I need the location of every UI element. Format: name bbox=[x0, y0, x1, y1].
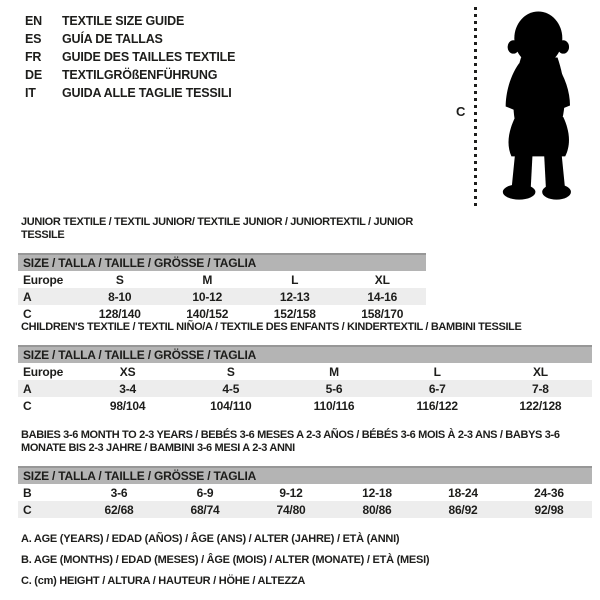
age-cell: 4-5 bbox=[222, 381, 240, 396]
age-cell: 10-12 bbox=[192, 289, 223, 304]
table-row-b bbox=[18, 484, 592, 501]
row-label: B bbox=[23, 485, 32, 500]
age-cell: 9-12 bbox=[279, 485, 303, 500]
height-cell: 68/74 bbox=[190, 502, 220, 517]
height-figure bbox=[450, 0, 600, 215]
height-cell: 80/86 bbox=[362, 502, 392, 517]
lang-row-it bbox=[25, 84, 235, 102]
age-cell: 12-13 bbox=[279, 289, 310, 304]
lang-code: ES bbox=[25, 32, 42, 46]
row-label: Europe bbox=[23, 272, 64, 287]
height-cell: 122/128 bbox=[519, 398, 562, 413]
lang-row-de bbox=[25, 66, 235, 84]
footnote-c: C. (cm) HEIGHT / ALTURA / HAUTEUR / HÖHE / ALTEZZA bbox=[21, 575, 306, 587]
height-dotted-line bbox=[474, 7, 477, 208]
height-cell: 110/116 bbox=[313, 398, 355, 413]
size-header-band: SIZE / TALLA / TAILLE / GRÖSSE / TAGLIA bbox=[18, 253, 426, 271]
size-cell: L bbox=[433, 364, 441, 379]
size-header-band: SIZE / TALLA / TAILLE / GRÖSSE / TAGLIA bbox=[18, 345, 592, 363]
row-label: Europe bbox=[23, 364, 64, 379]
age-cell: 3-6 bbox=[110, 485, 128, 500]
lang-code: FR bbox=[25, 50, 42, 64]
row-label: A bbox=[23, 289, 32, 304]
age-cell: 12-18 bbox=[362, 485, 392, 500]
lang-row-es bbox=[25, 30, 235, 48]
table-row-europe bbox=[18, 271, 426, 288]
height-cell: 74/80 bbox=[276, 502, 306, 517]
table-row-a bbox=[18, 380, 592, 397]
age-cell: 18-24 bbox=[448, 485, 478, 500]
height-cell: 116/122 bbox=[416, 398, 458, 413]
size-header-band: SIZE / TALLA / TAILLE / GRÖSSE / TAGLIA bbox=[18, 466, 592, 484]
table-babies-textile bbox=[18, 429, 592, 518]
age-cell: 6-7 bbox=[428, 381, 446, 396]
table-row-c bbox=[18, 397, 592, 414]
table-row-c bbox=[18, 305, 426, 322]
lang-label: GUIDA ALLE TAGLIE TESSILI bbox=[62, 86, 232, 100]
table-row-a bbox=[18, 288, 426, 305]
table-row-europe bbox=[18, 363, 592, 380]
size-cell: S bbox=[226, 364, 235, 379]
height-cell: 98/104 bbox=[109, 398, 146, 413]
footnote-b: B. AGE (MONTHS) / EDAD (MESES) / ÂGE (MOIS) / ALTER (MONATE) / ETÀ (MESI) bbox=[21, 554, 430, 566]
footnote-a: A. AGE (YEARS) / EDAD (AÑOS) / ÂGE (ANS) / ALTER (JAHRE) / ETÀ (ANNI) bbox=[21, 533, 400, 545]
legend-footnotes bbox=[21, 533, 429, 596]
row-label: A bbox=[23, 381, 32, 396]
height-cell: 86/92 bbox=[448, 502, 478, 517]
lang-row-en bbox=[25, 12, 235, 30]
age-cell: 14-16 bbox=[367, 289, 398, 304]
height-cell: 152/158 bbox=[273, 306, 316, 321]
table-children-textile bbox=[18, 321, 592, 414]
size-cell: XL bbox=[532, 364, 548, 379]
lang-code: DE bbox=[25, 68, 42, 82]
language-title-list bbox=[25, 12, 235, 102]
age-cell: 7-8 bbox=[532, 381, 549, 396]
table-title: CHILDREN'S TEXTILE / TEXTIL NIÑO/A / TEXTILE DES ENFANTS / KINDERTEXTIL / BAMBINI TESSILE bbox=[21, 321, 522, 333]
height-cell: 158/170 bbox=[361, 306, 404, 321]
table-title: BABIES 3-6 MONTH TO 2-3 YEARS / BEBÉS 3-6 MESES A 2-3 AÑOS / BÉBÉS 3-6 MOIS À 2-3 ANS / BABYS 3-6 MONATE BIS 2-3 JAHRE / BAMBINI 3-6 MESI A 2-3 ANNI bbox=[21, 429, 560, 454]
age-cell: 6-9 bbox=[196, 485, 214, 500]
height-label-c: C bbox=[456, 104, 466, 119]
lang-code: IT bbox=[25, 86, 36, 100]
size-cell: XL bbox=[374, 272, 390, 287]
row-label: C bbox=[23, 398, 32, 413]
age-cell: 24-36 bbox=[534, 485, 564, 500]
lang-code: EN bbox=[25, 14, 42, 28]
table-title: JUNIOR TEXTILE / TEXTIL JUNIOR/ TEXTILE JUNIOR / JUNIORTEXTIL / JUNIOR TESSILE bbox=[21, 216, 413, 241]
size-cell: M bbox=[202, 272, 213, 287]
height-cell: 140/152 bbox=[186, 306, 229, 321]
age-cell: 8-10 bbox=[108, 289, 132, 304]
height-cell: 104/110 bbox=[210, 398, 252, 413]
age-cell: 3-4 bbox=[119, 381, 136, 396]
row-label: C bbox=[23, 306, 32, 321]
lang-label: TEXTILGRÖßENFÜHRUNG bbox=[62, 68, 218, 82]
lang-label: TEXTILE SIZE GUIDE bbox=[62, 14, 185, 28]
lang-label: GUIDE DES TAILLES TEXTILE bbox=[62, 50, 236, 64]
table-row-c bbox=[18, 501, 592, 518]
age-cell: 5-6 bbox=[325, 381, 343, 396]
height-cell: 62/68 bbox=[104, 502, 134, 517]
lang-row-fr bbox=[25, 48, 235, 66]
baby-silhouette-icon bbox=[498, 5, 594, 207]
table-junior-textile bbox=[18, 216, 426, 322]
size-cell: XS bbox=[119, 364, 136, 379]
height-cell: 128/140 bbox=[98, 306, 141, 321]
size-cell: M bbox=[329, 364, 339, 379]
row-label: C bbox=[23, 502, 32, 517]
height-cell: 92/98 bbox=[534, 502, 564, 517]
size-cell: L bbox=[291, 272, 299, 287]
size-cell: S bbox=[115, 272, 124, 287]
lang-label: GUÍA DE TALLAS bbox=[62, 32, 163, 46]
